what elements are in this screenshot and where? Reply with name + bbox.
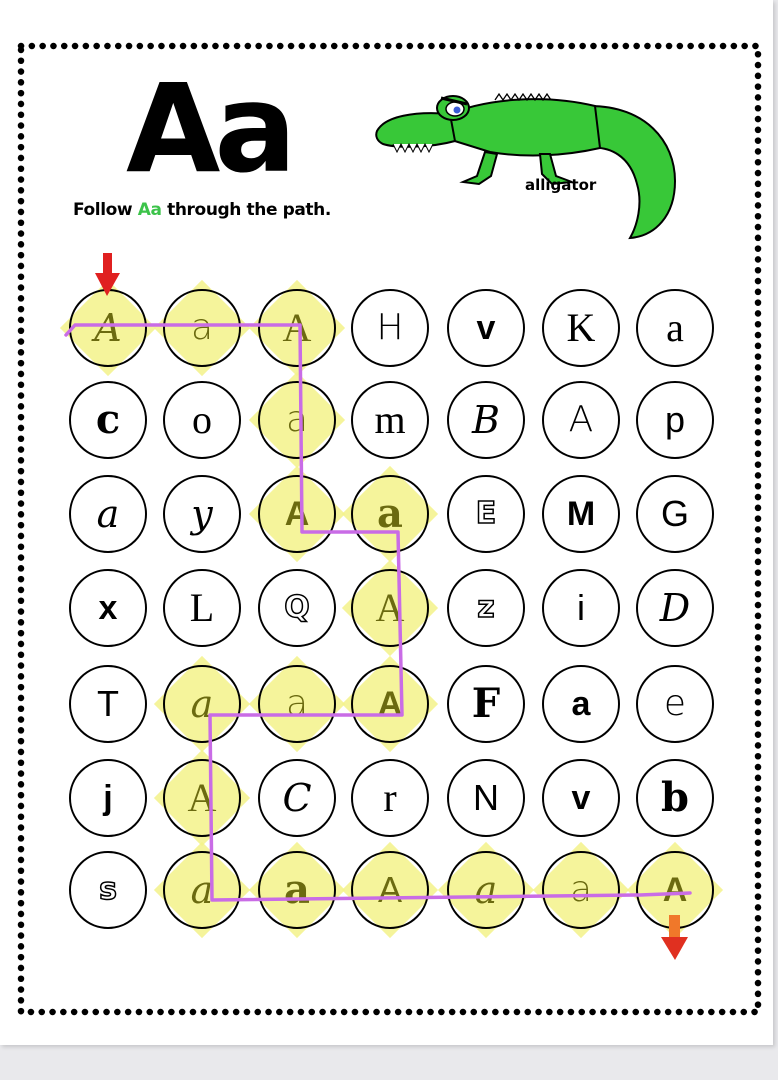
grid-letter: T — [97, 683, 119, 724]
instruction-highlight: Aa — [137, 200, 162, 220]
letter-circle[interactable] — [542, 851, 620, 929]
grid-letter: L — [189, 585, 215, 630]
letter-circle[interactable] — [351, 851, 429, 929]
grid-letter: Q — [284, 590, 310, 625]
grid-letter: a — [666, 305, 684, 350]
grid-letter: x — [98, 589, 118, 627]
grid-letter: K — [566, 305, 596, 350]
letter-circle[interactable] — [69, 569, 147, 647]
letter-circle[interactable] — [69, 475, 147, 553]
grid-letter: A — [662, 871, 688, 909]
grid-letter: M — [566, 495, 596, 533]
letter-circle[interactable] — [636, 665, 714, 743]
letter-circle[interactable] — [351, 289, 429, 367]
letter-circle[interactable] — [69, 759, 147, 837]
grid-letter: z — [477, 590, 495, 625]
grid-letter: y — [191, 492, 213, 536]
letter-circle[interactable] — [447, 665, 525, 743]
grid-letter: r — [383, 775, 397, 820]
letter-circle[interactable] — [542, 759, 620, 837]
grid-letter: a — [190, 868, 214, 912]
grid-letter: a — [190, 682, 214, 726]
letter-circle[interactable] — [258, 759, 336, 837]
letter-circle[interactable] — [258, 381, 336, 459]
letter-circle[interactable] — [636, 759, 714, 837]
letter-circle[interactable] — [163, 381, 241, 459]
grid-letter: A — [377, 685, 403, 723]
instruction-prefix: Follow — [73, 200, 138, 220]
grid-letter: a — [284, 866, 310, 913]
letter-circle[interactable] — [351, 569, 429, 647]
letter-circle[interactable] — [542, 289, 620, 367]
grid-letter: a — [569, 869, 593, 910]
grid-letter: C — [282, 776, 312, 820]
grid-letter: H — [376, 307, 404, 348]
instruction-suffix: through the path. — [161, 200, 331, 220]
grid-letter: B — [472, 398, 500, 442]
grid-letter: A — [568, 399, 594, 440]
letter-circle[interactable] — [447, 759, 525, 837]
page-title-letters: Aa — [126, 58, 291, 200]
letter-circle[interactable] — [163, 289, 241, 367]
letter-circle[interactable] — [351, 759, 429, 837]
grid-letter: A — [94, 306, 122, 350]
grid-letter: A — [377, 869, 402, 910]
grid-letter: c — [95, 396, 121, 443]
grid-letter: m — [374, 397, 406, 442]
letter-circle[interactable] — [447, 851, 525, 929]
letter-circle[interactable] — [447, 381, 525, 459]
letter-circle[interactable] — [351, 475, 429, 553]
grid-letter: a — [285, 683, 309, 724]
grid-letter: A — [284, 495, 310, 533]
letter-circle[interactable] — [447, 289, 525, 367]
letter-circle[interactable] — [542, 569, 620, 647]
letter-circle[interactable] — [258, 851, 336, 929]
letter-circle[interactable] — [636, 569, 714, 647]
letter-circle[interactable] — [258, 475, 336, 553]
grid-letter: i — [577, 587, 585, 628]
grid-letter: A — [187, 775, 217, 820]
grid-letter: o — [192, 397, 212, 442]
letter-circle[interactable] — [542, 665, 620, 743]
letter-circle[interactable] — [163, 569, 241, 647]
grid-letter: v — [571, 779, 591, 817]
letter-circle[interactable] — [163, 759, 241, 837]
letter-circle[interactable] — [69, 381, 147, 459]
letter-circle[interactable] — [447, 475, 525, 553]
grid-letter: a — [571, 685, 591, 723]
letter-circle[interactable] — [69, 851, 147, 929]
letter-circle[interactable] — [258, 289, 336, 367]
grid-letter: a — [96, 492, 120, 536]
letter-circle[interactable] — [69, 665, 147, 743]
grid-letter: a — [377, 490, 403, 537]
grid-letter: s — [99, 872, 117, 907]
grid-letter: A — [282, 305, 312, 350]
grid-letter: A — [375, 585, 405, 630]
grid-letter: j — [103, 779, 113, 817]
letter-circle[interactable] — [258, 665, 336, 743]
grid-letter: a — [474, 868, 498, 912]
grid-letter: E — [475, 496, 497, 531]
grid-letter: a — [285, 399, 309, 440]
letter-circle[interactable] — [163, 475, 241, 553]
letter-circle[interactable] — [542, 475, 620, 553]
grid-letter: b — [661, 774, 689, 821]
letter-circle[interactable] — [636, 475, 714, 553]
letter-circle[interactable] — [542, 381, 620, 459]
grid-letter: v — [476, 309, 496, 347]
grid-letter: F — [471, 680, 501, 727]
letter-circle[interactable] — [258, 569, 336, 647]
letter-circle[interactable] — [447, 569, 525, 647]
grid-letter: e — [663, 683, 687, 724]
letter-circle[interactable] — [351, 665, 429, 743]
letter-circle[interactable] — [69, 289, 147, 367]
letter-circle[interactable] — [351, 381, 429, 459]
grid-letter: a — [190, 307, 214, 348]
alligator-label: alligator — [525, 176, 597, 194]
letter-circle[interactable] — [636, 289, 714, 367]
grid-letter: N — [473, 777, 499, 818]
letter-circle[interactable] — [163, 665, 241, 743]
letter-circle[interactable] — [163, 851, 241, 929]
grid-letter: p — [664, 399, 686, 440]
grid-letter: D — [659, 586, 691, 630]
letter-circle[interactable] — [636, 381, 714, 459]
grid-letter: G — [660, 493, 689, 534]
letter-circle[interactable] — [636, 851, 714, 929]
